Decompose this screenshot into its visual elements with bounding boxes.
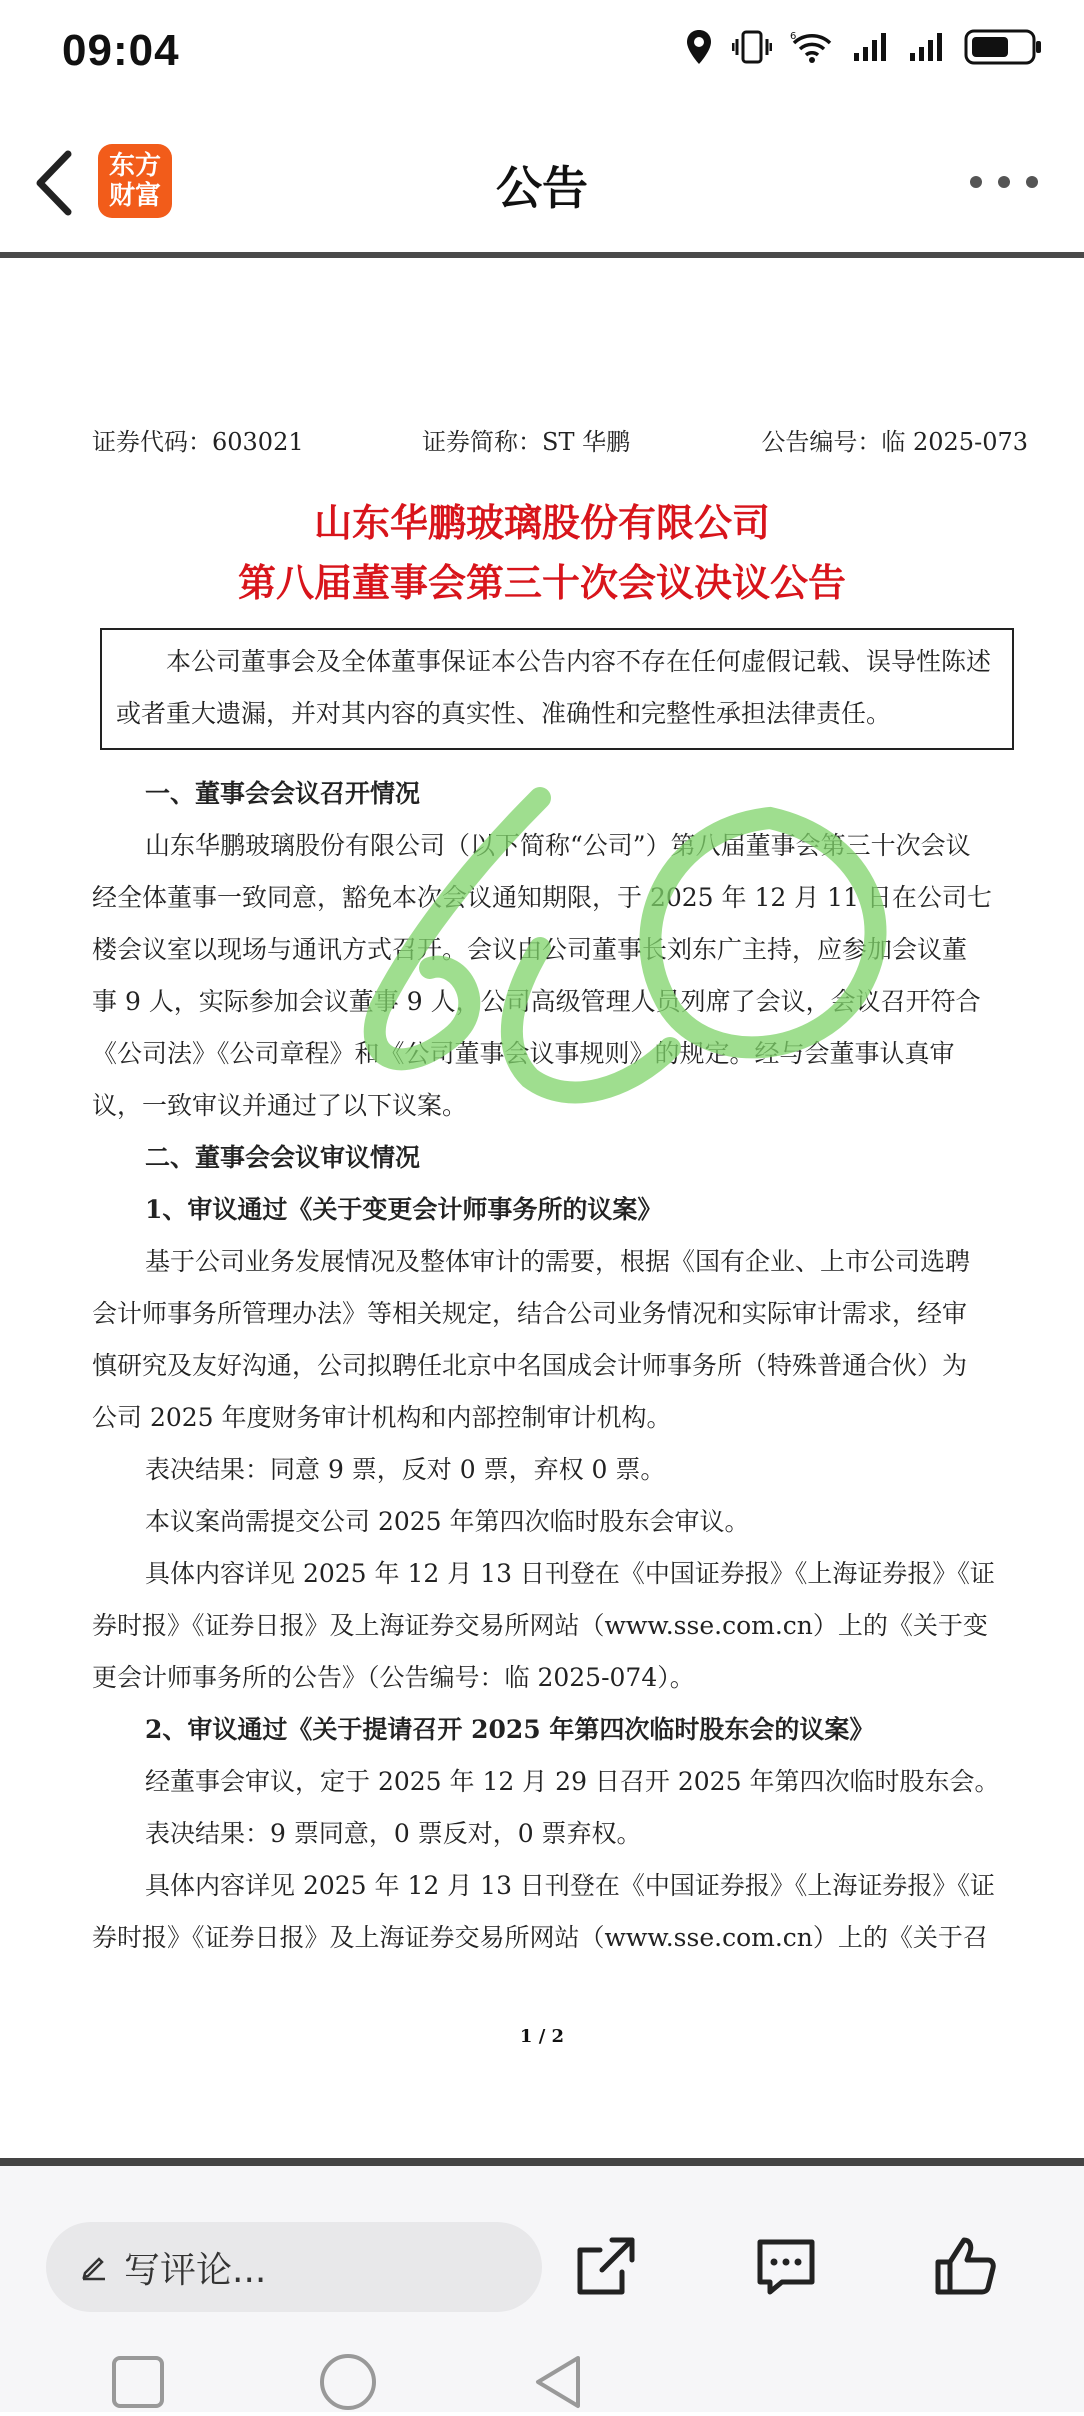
paragraph-line: 《公司法》《公司章程》和《公司董事会议事规则》的规定。经与会董事认真审	[92, 1039, 955, 1068]
paragraph-line: 基于公司业务发展情况及整体审计的需要，根据《国有企业、上市公司选聘	[145, 1247, 971, 1276]
paragraph-line: 会计师事务所管理办法》等相关规定，结合公司业务情况和实际审计需求，经审	[92, 1299, 968, 1328]
circle-icon	[318, 2352, 378, 2412]
paragraph-line: 更会计师事务所的公告》（公告编号：临 2025-074）。	[92, 1663, 695, 1692]
comment-placeholder: 写评论...	[124, 2249, 267, 2291]
section-heading: 二、董事会会议审议情况	[145, 1143, 421, 1172]
vibrate-icon	[732, 29, 772, 65]
status-bar	[0, 0, 1084, 112]
status-icons	[684, 28, 1044, 66]
comment-input[interactable]	[46, 2222, 542, 2312]
paragraph-line: 券时报》《证券日报》及上海证券交易所网站（www.sse.com.cn）上的《关于变	[92, 1611, 988, 1640]
paragraph-line: 经全体董事一致同意，豁免本次会议通知期限，于 2025 年 12 月 11 日在公司七	[92, 883, 992, 912]
paragraph-line: 表决结果：9 票同意，0 票反对，0 票弃权。	[145, 1819, 642, 1848]
paragraph-line: 山东华鹏玻璃股份有限公司（以下简称“公司”）第八届董事会第三十次会议	[145, 831, 971, 860]
logo-line-1: 东方	[108, 151, 161, 181]
square-icon	[108, 2352, 168, 2412]
home-button[interactable]	[318, 2352, 378, 2412]
more-dots-icon	[964, 162, 1044, 202]
wifi-icon	[790, 29, 834, 65]
paragraph-line: 具体内容详见 2025 年 12 月 13 日刊登在《中国证券报》《上海证券报》《证	[145, 1559, 995, 1588]
bottom-action-bar	[0, 2166, 1084, 2412]
page-title: 公告	[496, 161, 588, 215]
disclaimer-box	[100, 628, 1014, 750]
pen-icon	[80, 2253, 108, 2281]
paragraph-line: 券时报》《证券日报》及上海证券交易所网站（www.sse.com.cn）上的《关于召	[92, 1923, 988, 1952]
page-number: 1 / 2	[519, 2026, 565, 2047]
paragraph-line: 事 9 人，实际参加会议董事 9 人，公司高级管理人员列席了会议，会议召开符合	[92, 987, 981, 1016]
like-button[interactable]	[932, 2232, 1000, 2300]
paragraph-line: 议，一致审议并通过了以下议案。	[92, 1091, 468, 1120]
more-button[interactable]	[964, 162, 1044, 202]
proposal-heading: 1、审议通过《关于变更会计师事务所的议案》	[145, 1195, 663, 1224]
triangle-back-icon	[528, 2352, 588, 2412]
disclaimer-text: 本公司董事会及全体董事保证本公告内容不存在任何虚假记载、误导性陈述或者重大遗漏，并对其内容的真实性、准确性和完整性承担法律责任。	[116, 647, 992, 728]
announcement-title: 第八届董事会第三十次会议决议公告	[237, 561, 846, 605]
comments-button[interactable]	[752, 2232, 820, 2300]
thumbs-up-icon	[932, 2232, 1000, 2300]
paragraph-line: 本议案尚需提交公司 2025 年第四次临时股东会审议。	[145, 1507, 750, 1536]
app-header	[0, 112, 1084, 252]
signal-icon-1	[852, 31, 890, 63]
proposal-heading: 2、审议通过《关于提请召开 2025 年第四次临时股东会的议案》	[145, 1715, 875, 1744]
recent-apps-button[interactable]	[108, 2352, 168, 2412]
paragraph-line: 公司 2025 年度财务审计机构和内部控制审计机构。	[92, 1403, 672, 1432]
signal-icon-2	[908, 31, 946, 63]
paragraph-line: 具体内容详见 2025 年 12 月 13 日刊登在《中国证券报》《上海证券报》《证	[145, 1871, 995, 1900]
location-icon	[684, 28, 714, 66]
section-heading: 一、董事会会议召开情况	[145, 779, 421, 808]
status-time: 09:04	[62, 26, 180, 75]
bottom-divider	[0, 2158, 1084, 2166]
paragraph-line: 经董事会审议，定于 2025 年 12 月 29 日召开 2025 年第四次临时股东会。	[145, 1767, 1000, 1796]
comment-icon	[752, 2232, 820, 2300]
share-button[interactable]	[572, 2232, 640, 2300]
company-title: 山东华鹏玻璃股份有限公司	[313, 501, 770, 545]
security-short-name: 证券简称：ST 华鹏	[422, 428, 631, 456]
battery-icon	[964, 28, 1044, 66]
notice-number: 公告编号：临 2025-073	[761, 428, 1028, 456]
svg-text:6: 6	[790, 31, 797, 42]
logo-line-2: 财富	[108, 181, 161, 211]
paragraph-line: 楼会议室以现场与通讯方式召开。会议由公司董事长刘东广主持，应参加会议董	[92, 935, 968, 964]
share-icon	[572, 2232, 640, 2300]
paragraph-line: 表决结果：同意 9 票，反对 0 票，弃权 0 票。	[145, 1455, 666, 1484]
system-nav-bar	[0, 2346, 1084, 2412]
paragraph-line: 慎研究及友好沟通，公司拟聘任北京中名国成会计师事务所（特殊普通合伙）为	[92, 1351, 968, 1380]
system-back-button[interactable]	[528, 2352, 588, 2412]
security-code: 证券代码：603021	[92, 428, 304, 456]
announcement-document	[0, 258, 1084, 2158]
